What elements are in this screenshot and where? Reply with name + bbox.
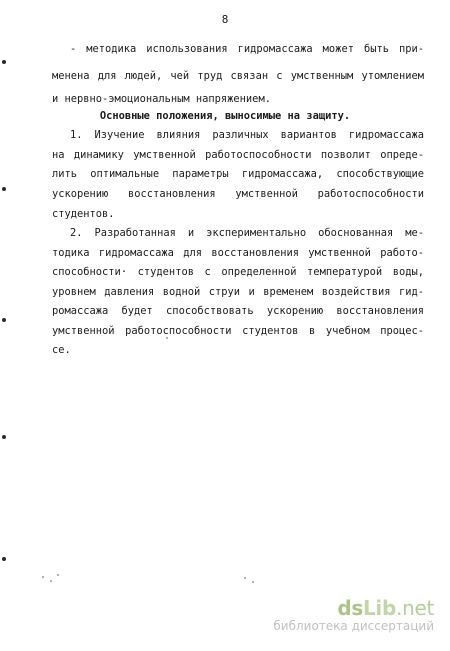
paragraph-line: и нервно-эмоциональным напряжением. [52,93,271,105]
paragraph-line: - методика использования гидромассажа может быть при- [70,43,424,55]
scan-speck [244,577,246,579]
paragraph-line: 2. Разработанная и экспериментально обоснованная ме- [70,227,424,239]
watermark [264,597,434,634]
paragraph-line: уровнем давления водной струи и временем воздействия гид- [52,286,424,298]
paragraph-line: ускорению восстановления умственной работоспособности [52,188,424,200]
watermark-logo: dsLib.net [337,596,434,620]
scan-speck [166,337,168,339]
binding-hole-mark [2,557,6,561]
paragraph-line: се. [52,344,71,356]
scan-speck [57,574,59,576]
scan-speck [50,580,52,582]
binding-hole-mark [2,318,6,322]
binding-hole-mark [2,435,6,439]
paragraph-line: 1. Изучение влияния различных вариантов гидромассажа [70,129,424,141]
paragraph-line: способности· студентов с определенной температурой воды, [52,266,424,278]
page-number: 8 [221,13,229,26]
scan-speck [42,576,44,578]
paragraph-line: ромассажа будет способствовать ускорению восстановления [52,305,424,317]
paragraph-line: умственной работоспособности студентов в учебном процес- [52,325,424,337]
section-heading: Основные положения, выносимые на защиту. [99,110,351,122]
binding-hole-mark [2,60,6,64]
watermark-tagline: библиотека диссертаций [273,619,434,633]
scan-speck [252,581,254,583]
paragraph-line: менена для людей, чей труд связан с умственным утомлением [52,70,424,82]
binding-hole-mark [2,187,6,191]
paragraph-line: на динамику умственной работоспособности позволит опреде- [52,149,424,161]
paragraph-line: лить оптимальные параметры гидромассажа, способствующие [52,168,424,180]
paragraph-line: студентов. [52,208,115,220]
paragraph-line: тодика гидромассажа для восстановления умственной работо- [52,247,424,259]
